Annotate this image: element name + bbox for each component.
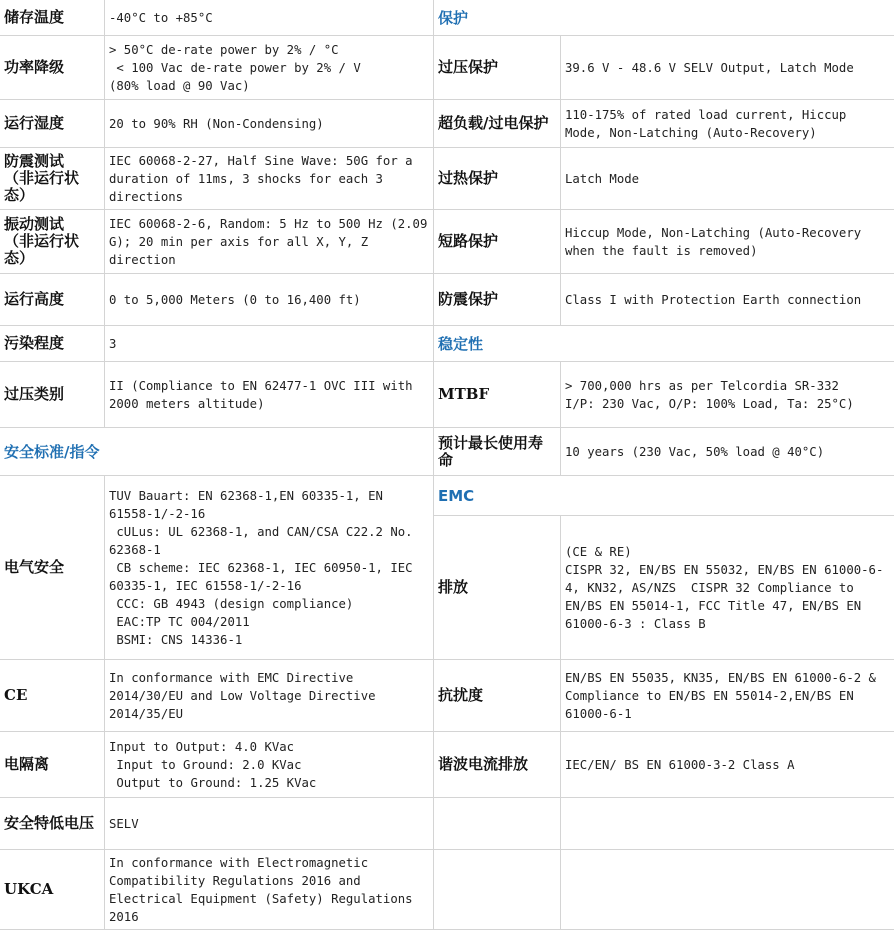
spec-row bbox=[0, 850, 434, 930]
spec-row bbox=[434, 274, 894, 326]
spec-label: 预计最长使用寿命 bbox=[434, 428, 561, 475]
spec-value: TUV Bauart: EN 62368-1,EN 60335-1, EN 61558-1/-2-16 cULus: UL 62368-1, and CAN/CSA C22.2 No. 62368-1 CB scheme: IEC 62368-1, IEC 60950-1, IEC 60335-1, IEC 61558-1/-2-16 CCC: GB 4943 (design compliance) EAC:TP TC 004/2011 BSMI: CNS 14336-1 bbox=[105, 476, 434, 659]
spec-value: 3 bbox=[105, 326, 434, 361]
spec-row bbox=[0, 660, 434, 732]
spec-value: Input to Output: 4.0 KVac Input to Ground: 2.0 KVac Output to Ground: 1.25 KVac bbox=[105, 732, 434, 797]
section-header-row bbox=[0, 428, 434, 476]
spec-label: 过压保护 bbox=[434, 36, 561, 99]
spec-row bbox=[0, 36, 434, 100]
spec-label: 功率降级 bbox=[0, 36, 105, 99]
section-title: 保护 bbox=[438, 9, 469, 27]
section-title: 安全标准/指令 bbox=[0, 428, 434, 475]
spec-value: SELV bbox=[105, 798, 434, 849]
spec-value bbox=[561, 798, 894, 849]
spec-label: 超负载/过电保护 bbox=[434, 100, 561, 147]
spec-row bbox=[0, 100, 434, 148]
spec-label: 电气安全 bbox=[0, 476, 105, 659]
spec-row bbox=[0, 732, 434, 798]
spec-label: 电隔离 bbox=[0, 732, 105, 797]
section-title: EMC bbox=[438, 486, 475, 505]
spec-row bbox=[0, 210, 434, 274]
spec-row bbox=[0, 274, 434, 326]
spec-value: In conformance with EMC Directive 2014/30/EU and Low Voltage Directive 2014/35/EU bbox=[105, 660, 434, 731]
spec-value: 0 to 5,000 Meters (0 to 16,400 ft) bbox=[105, 274, 434, 325]
spec-value: EN/BS EN 55035, KN35, EN/BS EN 61000-6-2 & Compliance to EN/BS EN 55014-2,EN/BS EN 61000-6-1 bbox=[565, 670, 884, 721]
spec-value: 39.6 V - 48.6 V SELV Output, Latch Mode bbox=[565, 60, 854, 75]
spec-value bbox=[561, 850, 894, 929]
spec-row bbox=[434, 660, 894, 732]
spec-label: 过热保护 bbox=[434, 148, 561, 209]
section-header-row bbox=[434, 0, 894, 36]
spec-row bbox=[0, 148, 434, 210]
spec-row bbox=[434, 516, 894, 660]
spec-label: 抗扰度 bbox=[434, 660, 561, 731]
spec-row bbox=[434, 798, 894, 850]
spec-label: 防震测试 （非运行状态） bbox=[0, 148, 105, 209]
spec-label: 污染程度 bbox=[0, 326, 105, 361]
spec-row bbox=[0, 476, 434, 660]
spec-value: II (Compliance to EN 62477-1 OVC III with 2000 meters altitude) bbox=[105, 362, 434, 427]
spec-value: 110-175% of rated load current, Hiccup Mode, Non-Latching (Auto-Recovery) bbox=[565, 107, 854, 140]
spec-value: IEC 60068-2-27, Half Sine Wave: 50G for a duration of 11ms, 3 shocks for each 3 directions bbox=[105, 148, 434, 209]
spec-label: 运行湿度 bbox=[0, 100, 105, 147]
spec-label bbox=[434, 850, 561, 929]
spec-label: 安全特低电压 bbox=[0, 798, 105, 849]
spec-value: IEC 60068-2-6, Random: 5 Hz to 500 Hz (2.09 G); 20 min per axis for all X, Y, Z direction bbox=[105, 210, 434, 273]
spec-label: 防震保护 bbox=[434, 274, 561, 325]
spec-label: 运行高度 bbox=[0, 274, 105, 325]
spec-label bbox=[434, 798, 561, 849]
spec-row bbox=[434, 36, 894, 100]
spec-row bbox=[434, 428, 894, 476]
spec-label: MTBF bbox=[434, 362, 561, 427]
section-header-row bbox=[434, 476, 894, 516]
spec-row bbox=[434, 210, 894, 274]
spec-value: 20 to 90% RH (Non-Condensing) bbox=[105, 100, 434, 147]
spec-label: 谐波电流排放 bbox=[434, 732, 561, 797]
spec-value: Latch Mode bbox=[565, 171, 640, 186]
spec-label: 短路保护 bbox=[434, 210, 561, 273]
spec-value: 10 years (230 Vac, 50% load @ 40°C) bbox=[565, 444, 825, 459]
spec-label: UKCA bbox=[0, 850, 105, 929]
spec-label: 储存温度 bbox=[0, 0, 105, 35]
spec-label: 振动测试 （非运行状态） bbox=[0, 210, 105, 273]
spec-value: > 50°C de-rate power by 2% / °C < 100 Vac de-rate power by 2% / V (80% load @ 90 Vac) bbox=[105, 36, 434, 99]
spec-row bbox=[434, 850, 894, 930]
left-column bbox=[0, 0, 434, 930]
spec-row bbox=[434, 100, 894, 148]
spec-row bbox=[0, 326, 434, 362]
spec-row bbox=[434, 362, 894, 428]
spec-row bbox=[0, 362, 434, 428]
spec-value: IEC/EN/ BS EN 61000-3-2 Class A bbox=[565, 757, 795, 772]
spec-value: Class I with Protection Earth connection bbox=[565, 292, 862, 307]
spec-label: 排放 bbox=[434, 516, 561, 659]
spec-value: Hiccup Mode, Non-Latching (Auto-Recovery when the fault is removed) bbox=[565, 225, 869, 258]
spec-value: -40°C to +85°C bbox=[105, 0, 434, 35]
spec-label: 过压类别 bbox=[0, 362, 105, 427]
spec-label: CE bbox=[0, 660, 105, 731]
spec-value: > 700,000 hrs as per Telcordia SR-332 I/P: 230 Vac, O/P: 100% Load, Ta: 25°C) bbox=[565, 378, 854, 411]
spec-row bbox=[434, 732, 894, 798]
right-column bbox=[434, 0, 894, 930]
spec-value: In conformance with Electromagnetic Compatibility Regulations 2016 and Electrical Equipment (Safety) Regulations 2016 bbox=[105, 850, 434, 929]
spec-row bbox=[0, 798, 434, 850]
section-title: 稳定性 bbox=[438, 335, 484, 353]
spec-row bbox=[0, 0, 434, 36]
section-header-row bbox=[434, 326, 894, 362]
spec-value: (CE & RE) CISPR 32, EN/BS EN 55032, EN/BS EN 61000-6-4, KN32, AS/NZS CISPR 32 Compliance to EN/BS EN 55014-1, FCC Title 47, EN/BS EN 61000-6-3 : Class B bbox=[565, 544, 884, 631]
spec-row bbox=[434, 148, 894, 210]
